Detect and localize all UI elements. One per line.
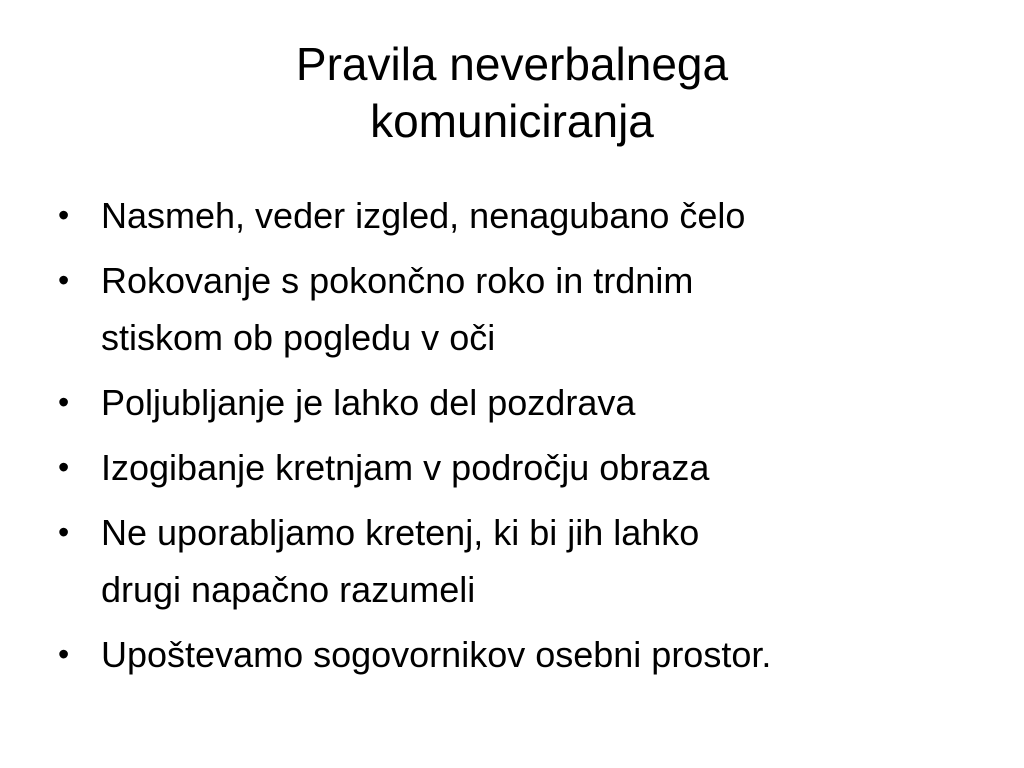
bullet-icon: • [58,514,70,550]
bullet-icon: • [58,197,70,233]
bullet-item [58,374,978,431]
bullet-text: stiskom ob pogledu v oči [101,317,496,358]
bullet-item [58,252,978,366]
bullet-item [58,626,978,683]
bullet-text: Rokovanje s pokončno roko in trdnim [101,260,694,301]
bullet-item [58,187,978,244]
bullet-text: Upoštevamo sogovornikov osebni prostor. [101,634,772,675]
bullet-text: Ne uporabljamo kretenj, ki bi jih lahko [101,512,700,553]
slide-title-line: Pravila neverbalnega [295,38,729,90]
bullet-item [58,439,978,496]
slide-title-line: komuniciranja [370,95,654,147]
bullet-icon: • [58,384,70,420]
bullet-text: Izogibanje kretnjam v področju obraza [101,447,710,488]
bullet-list [58,187,978,691]
bullet-icon: • [58,636,70,672]
bullet-icon: • [58,449,70,485]
bullet-icon: • [58,262,70,298]
bullet-text: drugi napačno razumeli [101,569,476,610]
slide-title [0,36,1024,150]
bullet-text: Poljubljanje je lahko del pozdrava [101,382,636,423]
bullet-text: Nasmeh, veder izgled, nenagubano čelo [101,195,746,236]
bullet-item [58,504,978,618]
